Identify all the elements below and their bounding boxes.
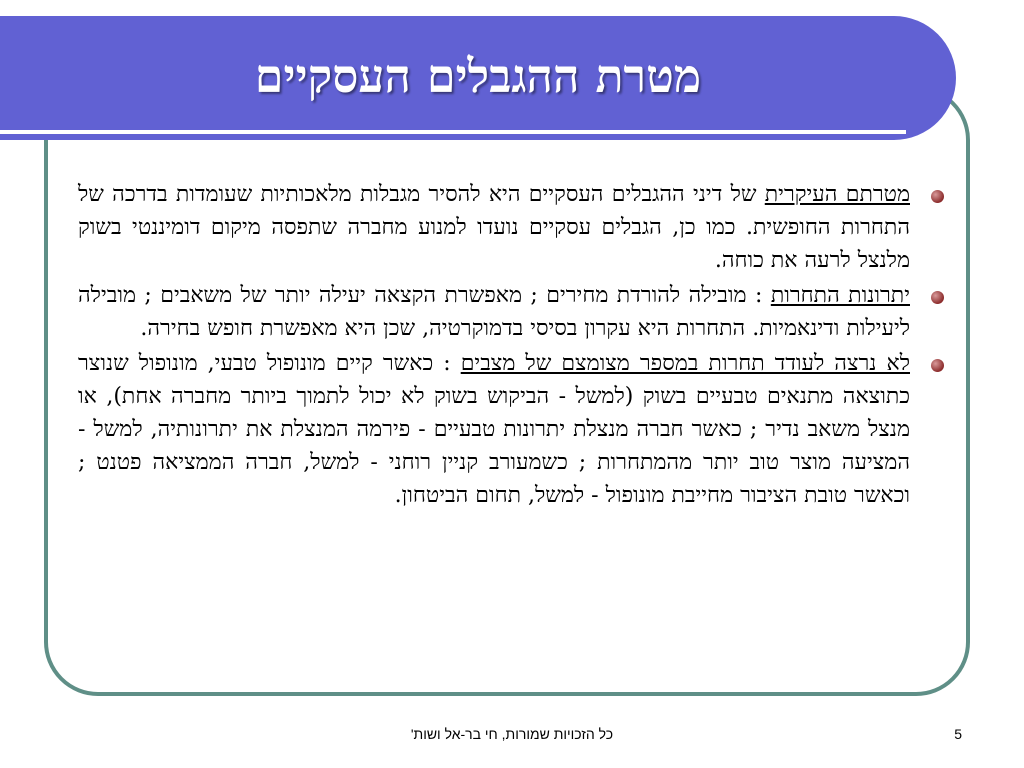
- page-number: 5: [954, 726, 962, 742]
- bullet-heading: מטרתם העיקרית: [764, 182, 910, 207]
- bullet-heading: לא נרצה לעודד תחרות במספר מצומצם של מצבים: [460, 351, 910, 376]
- bullet-item: [78, 279, 944, 345]
- bullet-icon: [931, 291, 944, 304]
- bullet-icon: [931, 359, 944, 372]
- bullet-list: [78, 178, 944, 514]
- footer-copyright: כל הזכויות שמורות, חי בר-אל ושות': [410, 726, 614, 742]
- bullet-text: : כאשר קיים מונופול טבעי, מונופול שנוצר כתוצאה מתנאים טבעיים בשוק (למשל - הביקוש בשוק לא יכול לתמוך ביותר מחברה אחת), או מנצל משאב נדיר ; כאשר חברה מנצלת יתרונות טבעיים - פירמה המנצלת את יתרונותיה, למשל - המציעה מוצר טוב יותר מהמתחרות ; כשמעורב קניין רוחני - למשל, חברה הממציאה פטנט ; וכאשר טובת הציבור מחייבת מונופול - למשל, תחום הביטחון.: [78, 351, 910, 508]
- bullet-item: [78, 178, 944, 277]
- bullet-text: : מובילה להורדת מחירים ; מאפשרת הקצאה יעילה יותר של משאבים ; מובילה ליעילות ודינאמיות. התחרות היא עקרון בסיסי בדמוקרטיה, שכן היא מאפשרת חופש בחירה.: [78, 283, 910, 341]
- bullet-item: [78, 347, 944, 512]
- bullet-heading: יתרונות התחרות: [770, 283, 910, 308]
- title-underline: [0, 130, 906, 134]
- bullet-icon: [931, 190, 944, 203]
- bullet-text: של דיני ההגבלים העסקיים היא להסיר מגבלות מלאכותיות שעומדות בדרכה של התחרות החופשית. כמו כן, הגבלים עסקיים נועדו למנוע מחברה שתפסה מיקום דומיננטי בשוק מלנצל לרעה את כוחה.: [78, 182, 910, 273]
- slide-title: מטרת ההגבלים העסקיים: [254, 49, 702, 103]
